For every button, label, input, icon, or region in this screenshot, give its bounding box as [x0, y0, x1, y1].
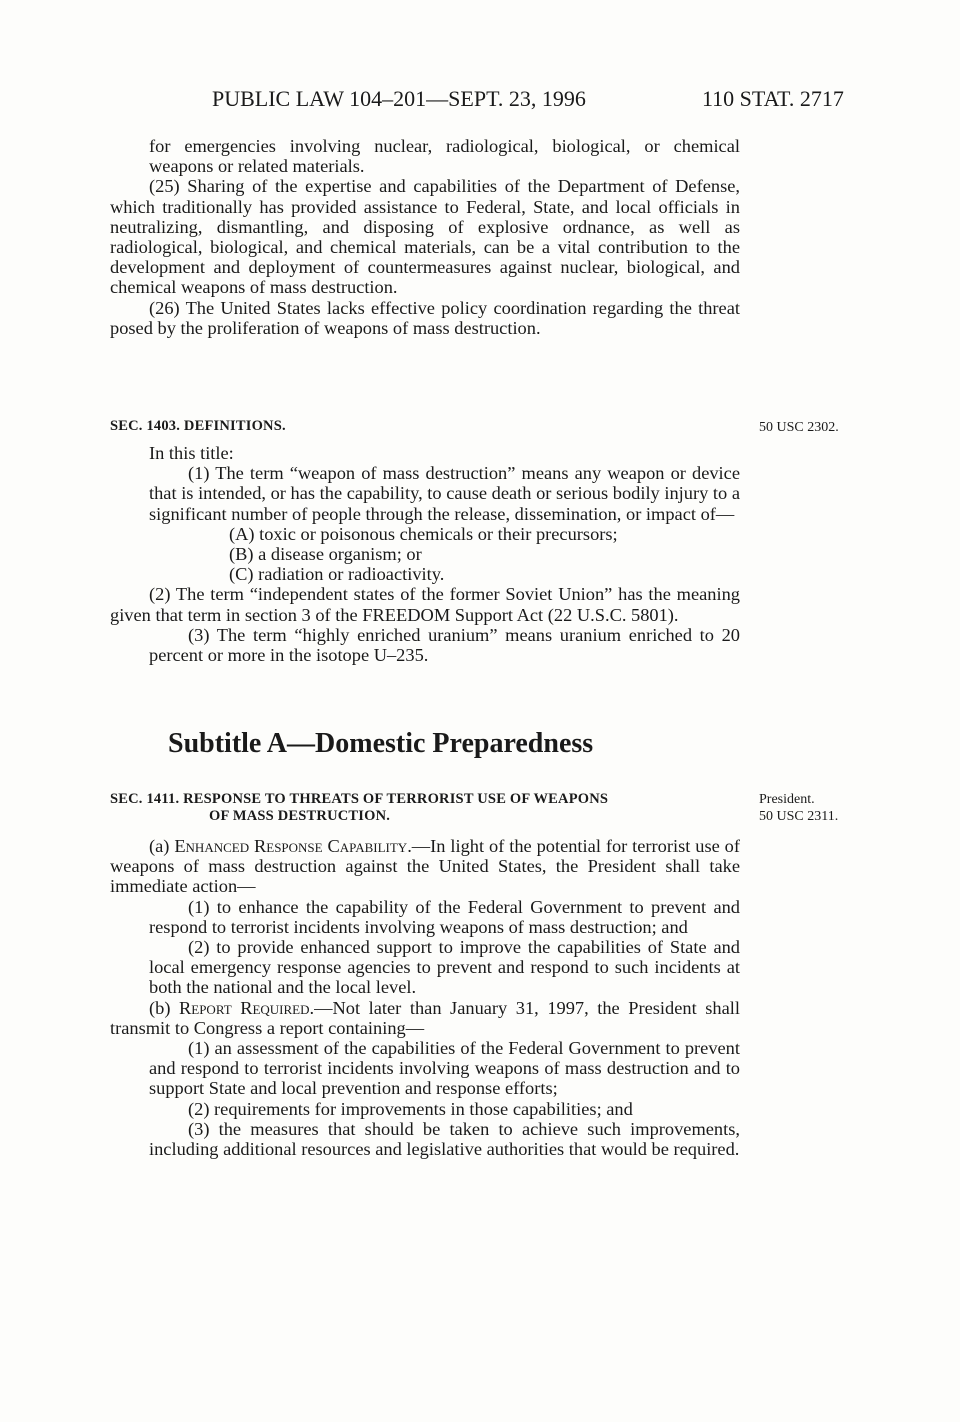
section-1411-heading-line1: SEC. 1411. RESPONSE TO THREATS OF TERRORIST USE OF WEAPONS — [110, 791, 609, 807]
section-1403-body — [110, 443, 740, 665]
definition-1-list — [110, 524, 740, 585]
paragraph-25: (25) Sharing of the expertise and capabilities of the Department of Defense, which traditionally has provided assistance to Federal, State, and local officials in neutralizing, dismantling, and disposing of explosive ordnance, as well as radiological, biological, and chemical materials, can be a vital contribution to the development and deployment of countermeasures against nuclear, biological, and chemical weapons of mass destruction. — [110, 176, 740, 298]
definitions-intro: In this title: — [149, 443, 234, 463]
paragraph-26: (26) The United States lacks effective policy coordination regarding the threat posed by the proliferation of weapons of mass destruction. — [110, 297, 740, 338]
section-1411-heading-line2: OF MASS DESTRUCTION. — [209, 808, 391, 824]
definition-1c: (C) radiation or radioactivity. — [229, 564, 445, 585]
margin-note-president: President. — [759, 792, 815, 807]
running-head — [0, 86, 960, 116]
subsection-b-caption: Report Required — [179, 997, 310, 1018]
subsection-a: (a) Enhanced Response Capability.—In light of the potential for terrorist use of weapons of mass destruction against the United States, the President shall take immediate action— — [110, 836, 740, 897]
margin-note-1411 — [759, 791, 838, 825]
subtitle-heading: Subtitle A—Domestic Preparedness — [168, 728, 594, 759]
section-1411-body — [110, 836, 740, 1159]
subsection-a-2: (2) to provide enhanced support to improve the capabilities of State and local emergency response agencies to prevent and respond to such incidents at both the national and the local level. — [149, 937, 740, 998]
subsection-b: (b) Report Required.—Not later than January 31, 1997, the President shall transmit to Congress a report containing— — [110, 997, 740, 1038]
subsection-a-1: (1) to enhance the capability of the Federal Government to prevent and respond to terrorist incidents involving weapons of mass destruction; and — [149, 896, 740, 937]
margin-note-usc-2311: 50 USC 2311. — [759, 809, 839, 824]
definition-1a: (A) toxic or poisonous chemicals or their precursors; — [229, 523, 618, 544]
subsection-a-caption: Enhanced Response Capability — [174, 836, 408, 856]
section-1403-heading: SEC. 1403. DEFINITIONS. — [110, 418, 286, 434]
margin-note-1403: 50 USC 2302. — [759, 420, 839, 435]
definition-2: (2) The term “independent states of the former Soviet Union” has the meaning given that term in section 3 of the FREEDOM Support Act (22 U.S.C. 5801). — [110, 584, 740, 625]
subsection-a-text: .—In light of the potential for terrorist use of weapons of mass destruction against the United States, the President shall take immediate action— — [110, 836, 740, 897]
law-citation: PUBLIC LAW 104–201—SEPT. 23, 1996 — [212, 86, 586, 111]
definition-1b: (B) a disease organism; or — [229, 544, 422, 565]
subsection-b-1: (1) an assessment of the capabilities of the Federal Government to prevent and respond to terrorist incidents involving weapons of mass destruction and to support State and local prevention and response efforts; — [149, 1038, 740, 1099]
definition-1: (1) The term “weapon of mass destruction” means any weapon or device that is intended, or has the capability, to cause death or serious bodily injury to a significant number of people through the release, dissemination, or impact of— — [149, 463, 740, 524]
subsection-b-2: (2) requirements for improvements in those capabilities; and — [188, 1098, 633, 1119]
section-1411-heading — [110, 791, 750, 825]
subsection-b-text: .—Not later than January 31, 1997, the President shall transmit to Congress a report containing— — [110, 997, 740, 1038]
definition-3: (3) The term “highly enriched uranium” means uranium enriched to 20 percent or more in the isotope U–235. — [149, 624, 740, 666]
subsection-b-3: (3) the measures that should be taken to achieve such improvements, including additional resources and legislative authorities that would be required. — [149, 1118, 740, 1160]
statute-page: 110 STAT. 2717 — [702, 86, 844, 111]
paragraph-24-end: for emergencies involving nuclear, radiological, biological, or chemical weapons or related materials. — [149, 136, 740, 177]
findings-continuation — [110, 136, 740, 338]
